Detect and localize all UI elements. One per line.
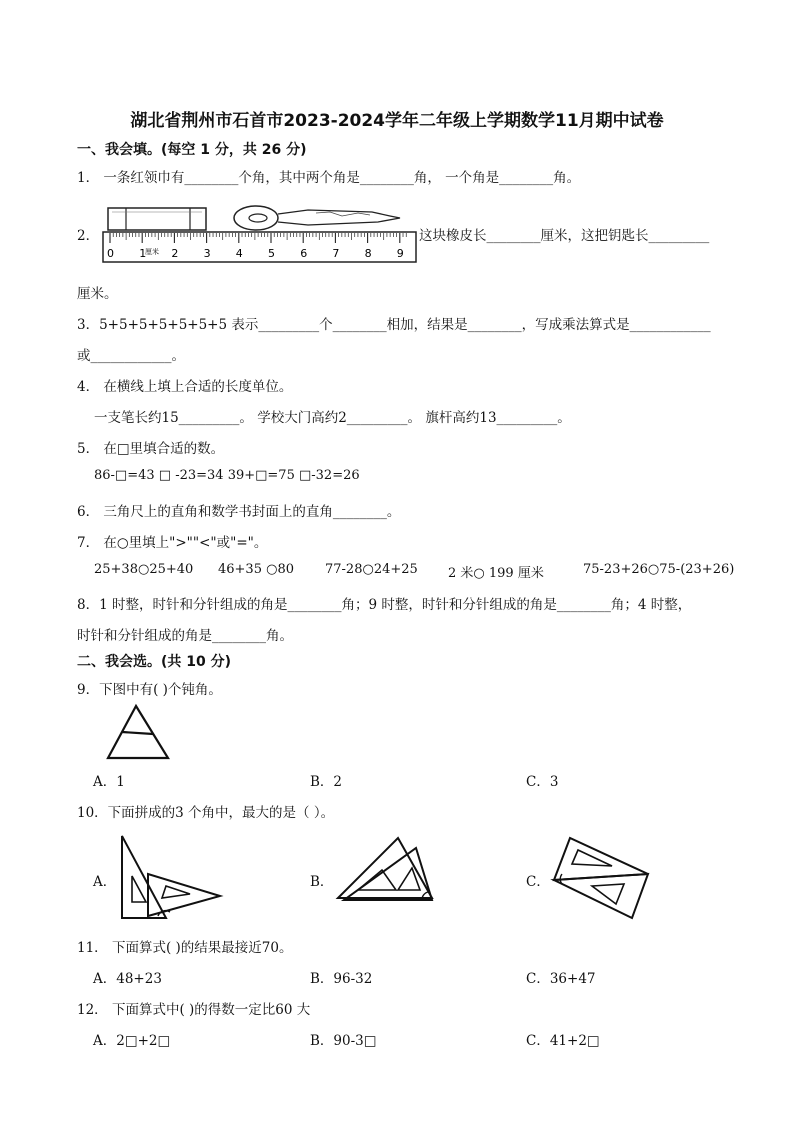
triangle-figure (104, 702, 172, 762)
question-2-number: 2． (77, 228, 100, 244)
q11-option-c[interactable]: C．36+47 (526, 971, 596, 987)
question-7-item-2: 46+35 ○80 (218, 562, 294, 577)
ruler-label-8: 8 (364, 247, 372, 260)
question-11: 11． 下面算式( )的结果最接近70。 (77, 940, 293, 956)
q11-option-b[interactable]: B．96-32 (310, 971, 373, 987)
ruler-label-3: 3 (203, 247, 211, 260)
ruler-eraser-key-figure (102, 200, 420, 266)
question-8-line-2: 时针和分针组成的角是________角。 (77, 628, 293, 644)
ruler-label-9: 9 (396, 247, 404, 260)
ruler-unit: 厘米 (145, 248, 159, 256)
question-4-items: 一支笔长约15_________。 学校大门高约2_________。 旗杆高约13_________。 (94, 410, 571, 426)
q10-option-c[interactable]: C． (526, 874, 550, 890)
question-7-item-3: 77-28○24+25 (325, 562, 418, 577)
q10-option-a[interactable]: A． (93, 874, 117, 890)
q12-option-b[interactable]: B．90-3□ (310, 1033, 377, 1049)
ruler-label-0: 0 (107, 247, 114, 260)
question-10: 10．下面拼成的3 个角中，最大的是（ ）。 (77, 805, 335, 821)
question-3: 3．5+5+5+5+5+5+5 表示_________个________相加，结果是________，写成乘法算式是____________ (77, 317, 711, 333)
ruler (103, 232, 416, 262)
set-square-figure-c (548, 834, 652, 922)
q10-option-b[interactable]: B． (310, 874, 334, 890)
question-2-text: 这块橡皮长________厘米，这把钥匙长_________ (419, 228, 710, 244)
question-4: 4． 在横线上填上合适的长度单位。 (77, 379, 293, 395)
question-9: 9．下图中有( )个钝角。 (77, 682, 222, 698)
key (234, 206, 400, 230)
question-5: 5． 在□里填合适的数。 (77, 441, 225, 457)
set-square-figure-a (118, 832, 226, 922)
ruler-label-6: 6 (300, 247, 308, 260)
ruler-label-2: 2 (171, 247, 179, 260)
page-title: 湖北省荆州市石首市2023-2024学年二年级上学期数学11月期中试卷 (130, 111, 664, 131)
q12-option-a[interactable]: A．2□+2□ (93, 1033, 171, 1049)
question-7-item-1: 25+38○25+40 (94, 562, 194, 577)
section-1-heading: 一、我会填。(每空 1 分，共 26 分) (77, 142, 307, 158)
question-5-items: 86-□=43 □ -23=34 39+□=75 □-32=26 (94, 468, 360, 483)
q9-option-c[interactable]: C．3 (526, 774, 559, 790)
section-2-heading: 二、我会选。(共 10 分) (77, 654, 232, 670)
q9-option-a[interactable]: A．1 (93, 774, 125, 790)
question-7-item-4: 2 米○ 199 厘米 (448, 566, 544, 581)
question-2-continued: 厘米。 (77, 286, 118, 302)
question-12: 12． 下面算式中( )的得数一定比60 大 (77, 1002, 311, 1018)
eraser (108, 208, 206, 230)
question-8-line-1: 8．1 时整，时针和分针组成的角是________角；9 时整，时针和分针组成的角是________角；4 时整， (77, 597, 692, 613)
q9-option-b[interactable]: B．2 (310, 774, 343, 790)
question-3-continued: 或____________。 (77, 348, 185, 364)
question-7: 7． 在○里填上">""<"或"="。 (77, 535, 268, 551)
set-square-figure-b (334, 832, 438, 904)
q11-option-a[interactable]: A．48+23 (93, 971, 162, 987)
ruler-label-4: 4 (235, 247, 243, 260)
q12-option-c[interactable]: C．41+2□ (526, 1033, 600, 1049)
ruler-label-5: 5 (268, 247, 275, 260)
ruler-label-7: 7 (332, 247, 340, 260)
ruler-label-1: 1 (139, 247, 147, 260)
question-6: 6． 三角尺上的直角和数学书封面上的直角________。 (77, 504, 401, 520)
question-7-item-5: 75-23+26○75-(23+26) (583, 562, 735, 577)
question-1: 1． 一条红领巾有________个角，其中两个角是________角， 一个角是________角。 (77, 170, 581, 186)
